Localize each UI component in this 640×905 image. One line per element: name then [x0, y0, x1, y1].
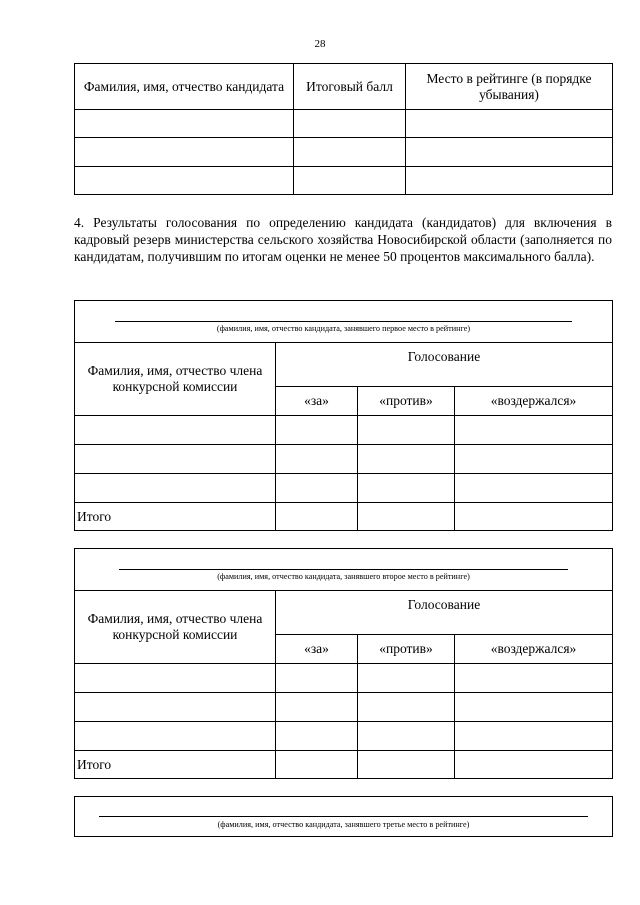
- table-row: [75, 445, 613, 474]
- vote-table-first-place: [74, 300, 613, 531]
- table-cell[interactable]: [406, 110, 613, 138]
- candidate-caption: (фамилия, имя, отчество кандидата, занявшего второе место в рейтинге): [217, 572, 470, 581]
- table-cell[interactable]: [276, 722, 358, 751]
- table-cell[interactable]: [358, 445, 455, 474]
- table-cell[interactable]: [276, 416, 358, 445]
- total-label: Итого: [75, 503, 276, 531]
- table-cell[interactable]: [455, 693, 613, 722]
- table-cell[interactable]: [75, 167, 294, 195]
- table-cell[interactable]: [358, 416, 455, 445]
- table-cell[interactable]: [455, 474, 613, 503]
- signature-line: [99, 816, 588, 817]
- table-cell[interactable]: [75, 138, 294, 167]
- table-cell[interactable]: [455, 751, 613, 779]
- table-row: [75, 693, 613, 722]
- col-header-for: «за»: [276, 635, 358, 664]
- table-cell[interactable]: [75, 445, 276, 474]
- signature-line: [115, 321, 572, 322]
- table-row: [75, 138, 613, 167]
- table-cell[interactable]: [276, 751, 358, 779]
- table-cell[interactable]: [294, 138, 406, 167]
- table-cell[interactable]: [75, 110, 294, 138]
- rating-table-header: [75, 64, 613, 110]
- col-header-for: «за»: [276, 387, 358, 416]
- section-4-paragraph: 4. Результаты голосования по определению кандидата (кандидатов) для включения в кадровый резерв министерства сельского хозяйства Новосибирской области (заполняется по кандидатам, получившим по итогам оценки не менее 50 процентов максимального балла).: [74, 215, 612, 264]
- table-cell[interactable]: [358, 751, 455, 779]
- col-header-voting: Голосование: [276, 591, 613, 635]
- col-header-voting: Голосование: [276, 343, 613, 387]
- table-row: [75, 167, 613, 195]
- table-cell[interactable]: [455, 664, 613, 693]
- table-cell[interactable]: [455, 503, 613, 531]
- candidate-name-field[interactable]: [75, 797, 613, 837]
- page-number: 28: [314, 38, 326, 50]
- vote-table-second-place: [74, 548, 613, 779]
- candidate-caption: (фамилия, имя, отчество кандидата, занявшего третье место в рейтинге): [217, 820, 470, 829]
- col-header-member-name: Фамилия, имя, отчество члена конкурсной комиссии: [75, 591, 276, 664]
- table-cell[interactable]: [75, 722, 276, 751]
- col-header-total-score: Итоговый балл: [294, 64, 406, 110]
- table-cell[interactable]: [455, 722, 613, 751]
- table-cell[interactable]: [358, 722, 455, 751]
- table-row: [75, 110, 613, 138]
- table-row: [75, 664, 613, 693]
- table-row: [75, 722, 613, 751]
- candidate-row: [75, 549, 613, 591]
- col-header-abstained: «воздержался»: [455, 387, 613, 416]
- total-row: [75, 751, 613, 779]
- total-label: Итого: [75, 751, 276, 779]
- table-cell[interactable]: [276, 503, 358, 531]
- table-cell[interactable]: [276, 474, 358, 503]
- table-cell[interactable]: [358, 474, 455, 503]
- candidate-caption: (фамилия, имя, отчество кандидата, занявшего первое место в рейтинге): [216, 324, 471, 333]
- table-cell[interactable]: [358, 664, 455, 693]
- col-header-against: «против»: [358, 635, 455, 664]
- table-cell[interactable]: [75, 416, 276, 445]
- table-cell[interactable]: [75, 474, 276, 503]
- table-cell[interactable]: [276, 445, 358, 474]
- table-cell[interactable]: [294, 167, 406, 195]
- rating-table: [74, 63, 613, 195]
- vote-table-third-place: [74, 796, 613, 837]
- table-cell[interactable]: [276, 664, 358, 693]
- candidate-name-field[interactable]: [75, 549, 613, 591]
- col-header-candidate-name: Фамилия, имя, отчество кандидата: [75, 64, 294, 110]
- table-cell[interactable]: [358, 503, 455, 531]
- table-row: [75, 416, 613, 445]
- table-cell[interactable]: [75, 693, 276, 722]
- table-cell[interactable]: [276, 693, 358, 722]
- col-header-abstained: «воздержался»: [455, 635, 613, 664]
- total-row: [75, 503, 613, 531]
- candidate-name-field[interactable]: [75, 301, 613, 343]
- table-cell[interactable]: [358, 693, 455, 722]
- vote-table-header: [75, 343, 613, 387]
- table-cell[interactable]: [455, 416, 613, 445]
- table-cell[interactable]: [455, 445, 613, 474]
- col-header-member-name: Фамилия, имя, отчество члена конкурсной комиссии: [75, 343, 276, 416]
- table-cell[interactable]: [75, 664, 276, 693]
- candidate-row: [75, 797, 613, 837]
- table-cell[interactable]: [406, 138, 613, 167]
- col-header-rating-place: Место в рейтинге (в порядке убывания): [406, 64, 613, 110]
- candidate-row: [75, 301, 613, 343]
- signature-line: [119, 569, 568, 570]
- table-cell[interactable]: [406, 167, 613, 195]
- table-row: [75, 474, 613, 503]
- table-cell[interactable]: [294, 110, 406, 138]
- col-header-against: «против»: [358, 387, 455, 416]
- vote-table-header: [75, 591, 613, 635]
